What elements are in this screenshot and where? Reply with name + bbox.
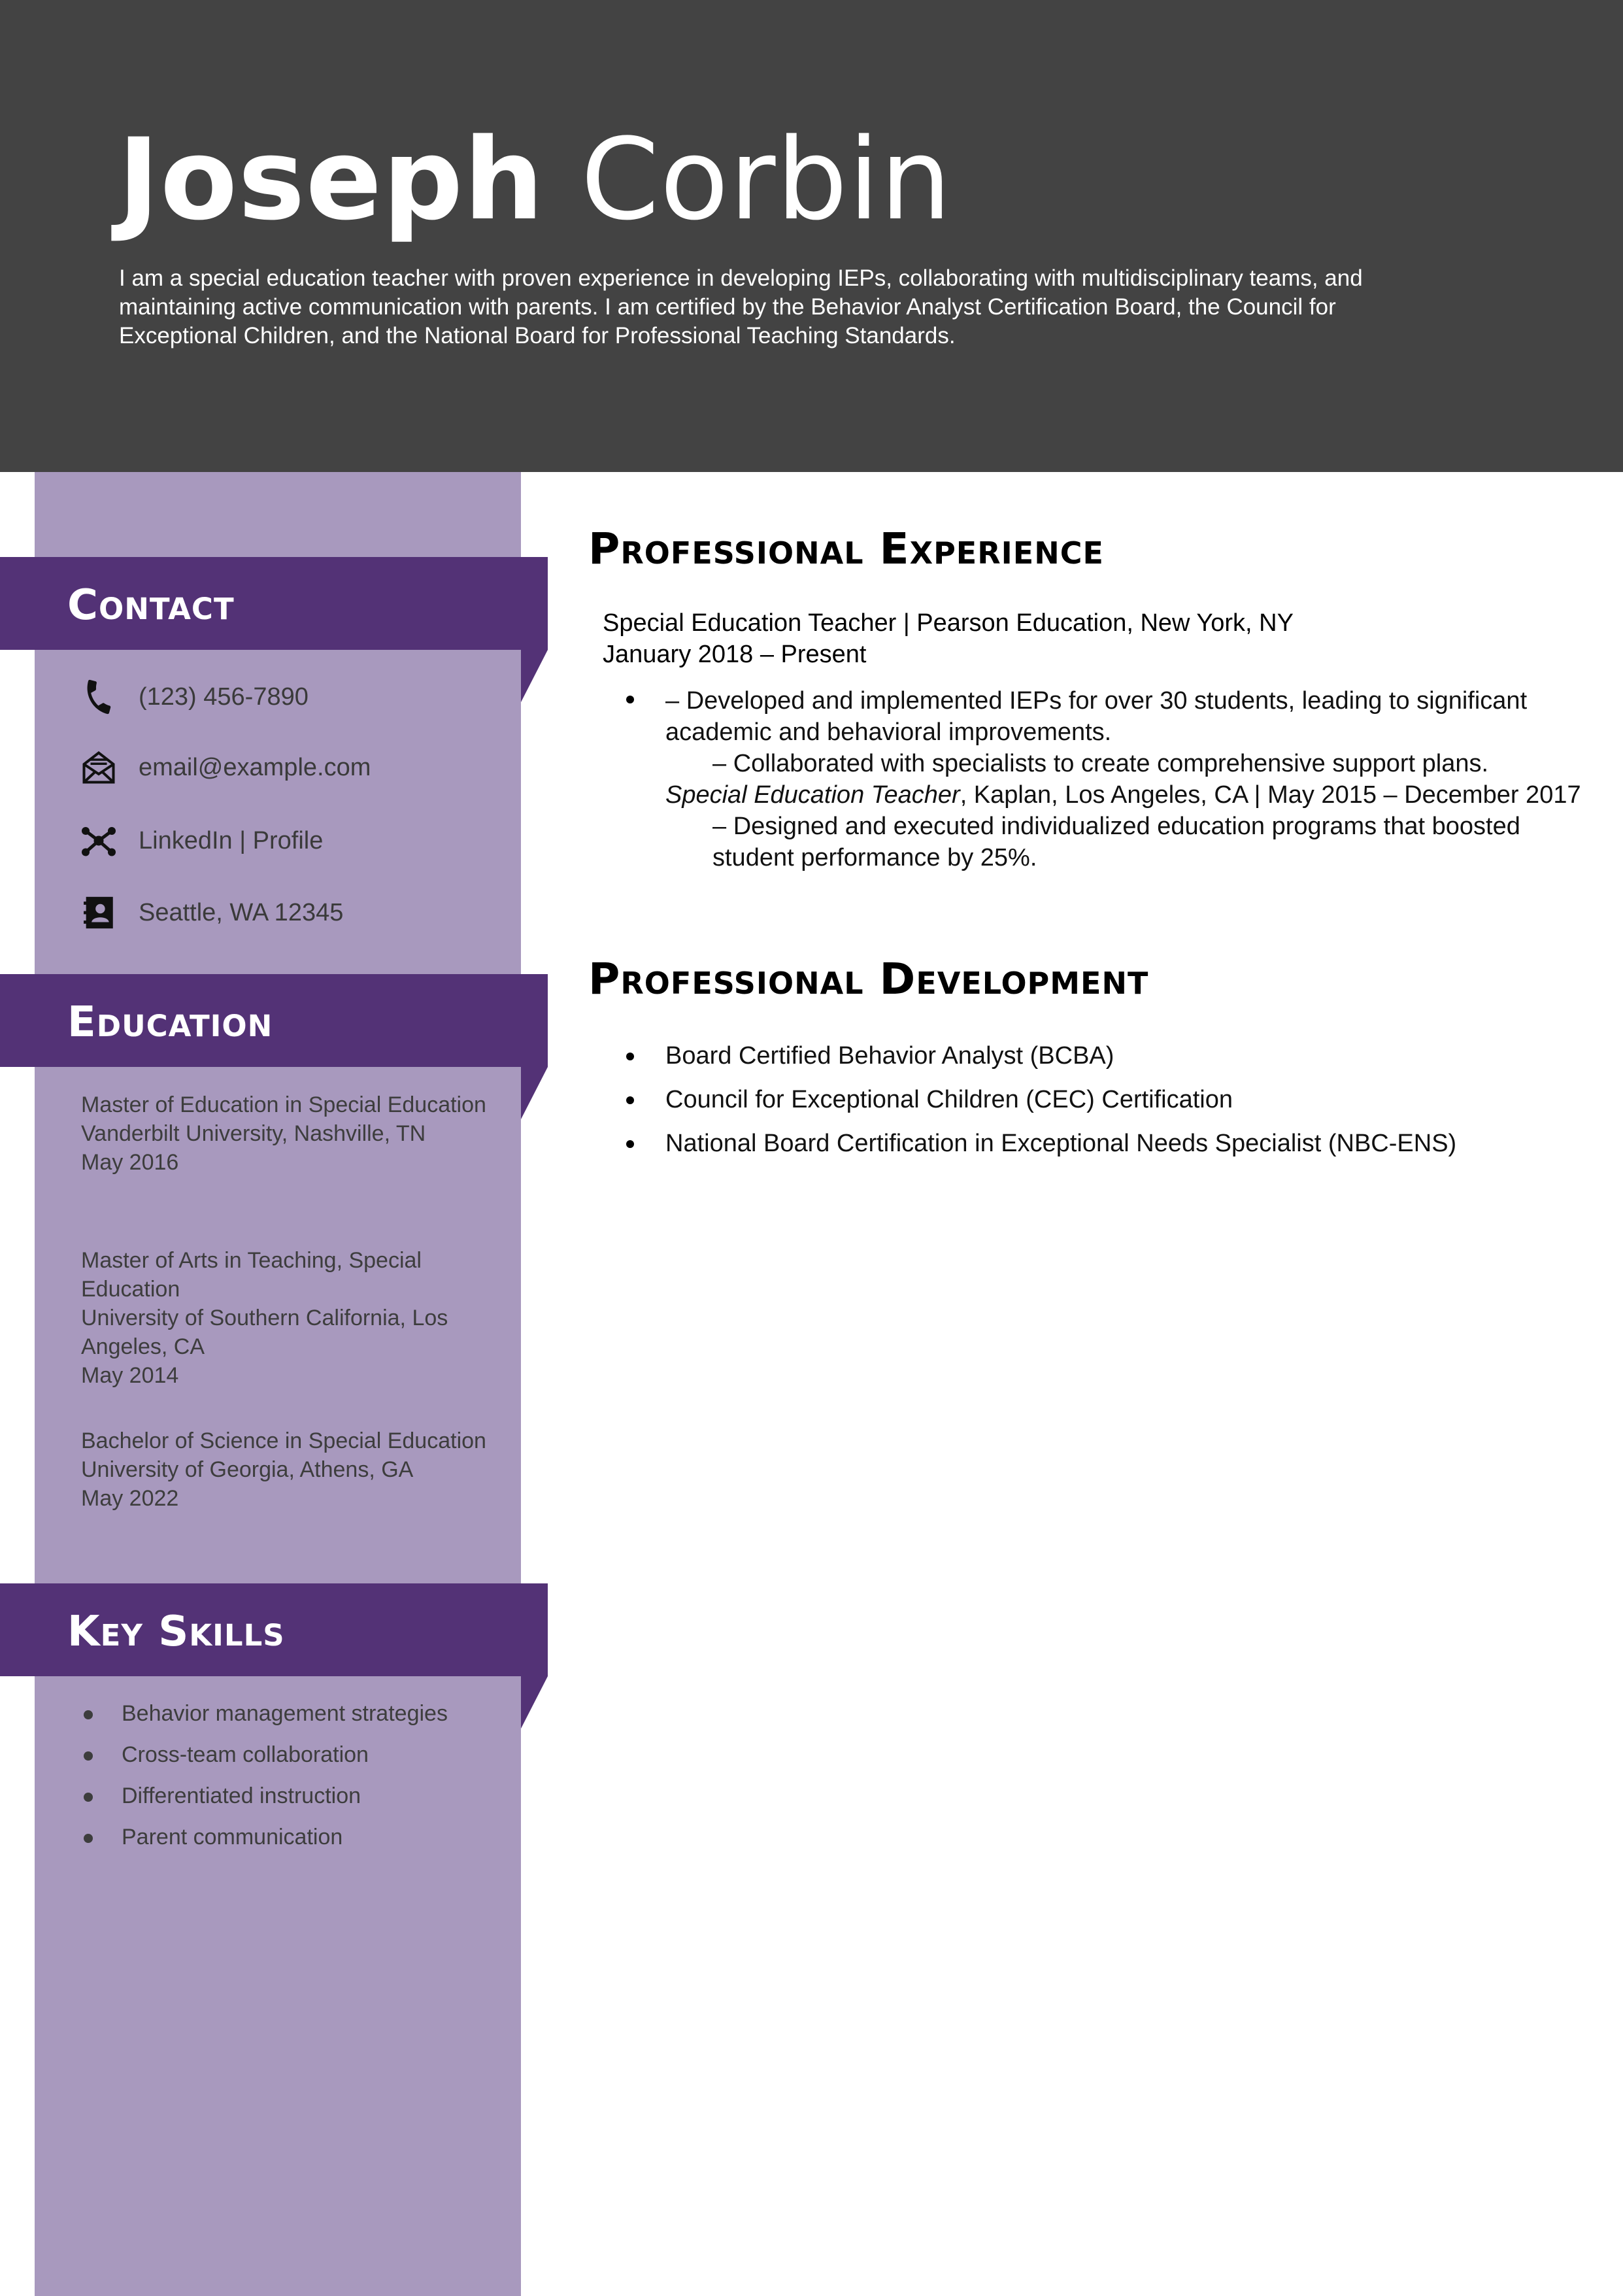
job-title-line: Special Education Teacher | Pearson Education, New York, NY (603, 609, 1294, 637)
school: University of Southern California, Los Angeles, CA (81, 1306, 448, 1359)
phone-icon (78, 677, 119, 717)
bullet-marker (626, 696, 634, 703)
education-entry (81, 1427, 499, 1513)
list-item: Council for Exceptional Children (CEC) Certification (588, 1078, 1456, 1122)
contact-banner-fold (521, 650, 548, 702)
last-name: Corbin (580, 114, 952, 245)
experience-heading: Professional Experience (588, 524, 1104, 574)
email-address: email@example.com (139, 753, 371, 781)
development-list (588, 1034, 1456, 1166)
school: Vanderbilt University, Nashville, TN (81, 1121, 426, 1146)
degree: Bachelor of Science in Special Education (81, 1428, 486, 1453)
list-item: Cross-team collaboration (78, 1734, 448, 1776)
contact-phone[interactable] (78, 677, 309, 717)
job-2-line (665, 779, 1594, 811)
full-name (118, 114, 952, 245)
graduation-date: May 2014 (81, 1363, 179, 1388)
experience-bullet: – Collaborated with specialists to create comprehensive support plans. (712, 750, 1489, 777)
contact-section-banner (0, 557, 548, 650)
degree: Master of Education in Special Education (81, 1092, 486, 1117)
experience-details (665, 685, 1594, 873)
graduation-date: May 2016 (81, 1150, 179, 1175)
contact-address (78, 893, 343, 932)
degree: Master of Arts in Teaching, Special Education (81, 1248, 422, 1302)
contact-linkedin[interactable] (78, 821, 323, 860)
education-section-banner (0, 974, 548, 1067)
job-2-details: , Kaplan, Los Angeles, CA | May 2015 – December 2017 (960, 781, 1581, 809)
skills-heading: Key Skills (67, 1608, 285, 1656)
linkedin-profile: LinkedIn | Profile (139, 826, 324, 854)
email-icon (78, 747, 119, 788)
resume-header (0, 0, 1623, 472)
job-2-title: Special Education Teacher (665, 781, 960, 809)
list-item: Differentiated instruction (78, 1776, 448, 1817)
linkedin-network-icon (78, 820, 119, 861)
summary-paragraph: I am a special education teacher with proven experience in developing IEPs, collaborating with multidisciplinary teams, and maintaining active communication with parents. I am certified by the Behavior Analyst Certification Board, the Council for Exceptional Children, and the National Board for Professional Teaching Standards. (119, 265, 1363, 348)
phone-number: (123) 456-7890 (139, 683, 309, 711)
experience-bullet: – Designed and executed individualized education programs that boosted student performance by 25%. (712, 813, 1520, 871)
list-item: Behavior management strategies (78, 1693, 448, 1734)
school: University of Georgia, Athens, GA (81, 1457, 414, 1482)
graduation-date: May 2022 (81, 1486, 179, 1511)
list-item: National Board Certification in Exceptional Needs Specialist (NBC-ENS) (588, 1122, 1456, 1166)
education-heading: Education (67, 998, 273, 1047)
education-entry (81, 1090, 499, 1177)
development-heading: Professional Development (588, 954, 1149, 1004)
education-banner-fold (521, 1067, 548, 1119)
list-item: Board Certified Behavior Analyst (BCBA) (588, 1034, 1456, 1078)
skills-list (78, 1693, 448, 1858)
location: Seattle, WA 12345 (139, 898, 344, 926)
skills-banner-fold (521, 1676, 548, 1729)
contact-email[interactable] (78, 748, 371, 787)
list-item: Parent communication (78, 1817, 448, 1858)
job-date: January 2018 – Present (603, 641, 867, 668)
education-entry (81, 1246, 499, 1390)
contact-heading: Contact (67, 581, 235, 630)
first-name: Joseph (118, 114, 544, 245)
address-book-icon (78, 892, 119, 933)
experience-bullet: – Developed and implemented IEPs for over 30 students, leading to significant academic and behavioral improvements. (665, 687, 1528, 746)
skills-section-banner (0, 1583, 548, 1676)
